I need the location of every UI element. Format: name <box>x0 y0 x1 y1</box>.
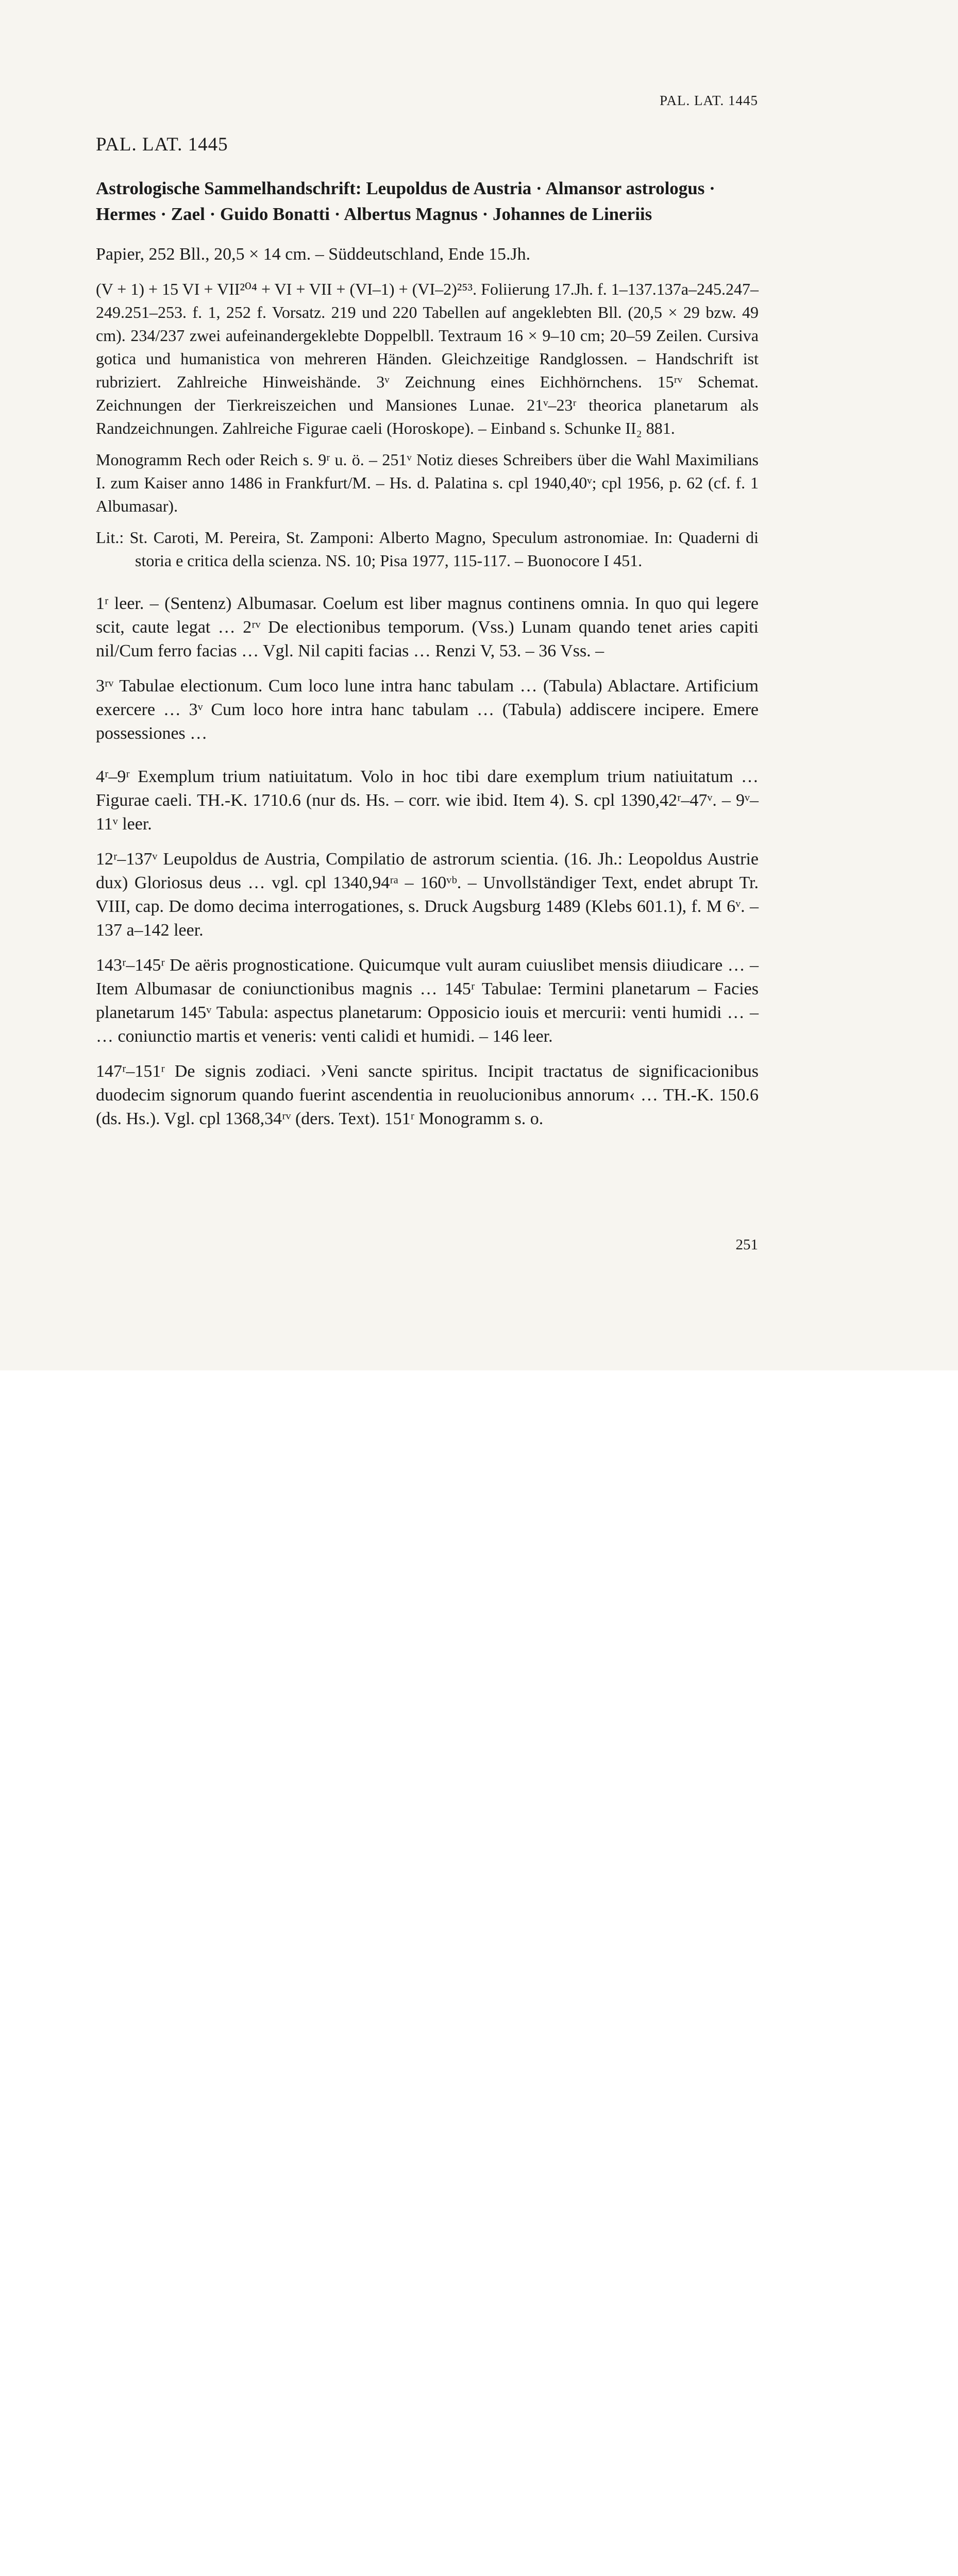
heading-line: Astrologische Sammelhandschrift: Leupoldus de Austria · Almansor astrologus · <box>96 178 715 198</box>
physical-description: Papier, 252 Bll., 20,5 × 14 cm. – Süddeutschland, Ende 15.Jh. <box>96 245 531 264</box>
codicology-paragraph: (V + 1) + 15 VI + VII²⁰⁴ + VI + VII + (VI–1) + (VI–2)²⁵³. Foliierung 17.Jh. f. 1–137.137a–245.247–249.251–253. f. 1, 252 f. Vorsatz. 219 und 220 Tabellen auf angeklebten Bll. (20,5 × 29 bzw. 49 cm). 234/237 zwei aufeinandergeklebte Doppelbll. Textraum 16 × 9–10 cm; 20–59 Zeilen. Cursiva gotica und humanistica von mehreren Händen. Gleichzeitige Randglossen. – Handschrift ist rubriziert. Zahlreiche Hinweishände. 3ᵛ Zeichnung eines Eichhörnchens. 15ʳᵛ Schemat. Zeichnungen der Tierkreiszeichen und Mansiones Lunae. 21ᵛ–23ʳ theorica planetarum als Randzeichnungen. Zahlreiche Figurae caeli (Horoskope). – Einband s. Schunke II₂ 881. <box>96 280 759 437</box>
heading-line: Hermes · Zael · Guido Bonatti · Albertus Magnus · Johannes de Lineriis <box>96 204 652 224</box>
footer-bar <box>0 1370 958 1447</box>
page-number: 251 <box>735 1236 758 1253</box>
entry-heading <box>96 176 759 227</box>
content-item-3: 4ʳ–9ʳ Exemplum trium natiuitatum. Volo in hoc tibi dare exemplum trium natiuitatum … Figurae caeli. TH.-K. 1710.6 (nur ds. Hs. – corr. wie ibid. Item 4). S. cpl 1390,42ʳ–47ᵛ. – 9ᵛ–11ᵛ leer. <box>96 767 759 834</box>
content-item-1: 1ʳ leer. – (Sentenz) Albumasar. Coelum est liber magnus continens omnia. In quo qui legere scit, caute legat … 2ʳᵛ De electionibus temporum. (Vss.) Lunam quando tenet aries capiti nil/Cum ferro facias … Vgl. Nil capiti facias … Renzi V, 53. – 36 Vss. – <box>96 594 759 660</box>
provenance-paragraph: Monogramm Rech oder Reich s. 9ʳ u. ö. – 251ᵛ Notiz dieses Schreibers über die Wahl Maximilians I. zum Kaiser anno 1486 in Frankfurt/M. – Hs. d. Palatina s. cpl 1940,40ᵛ; cpl 1956, p. 62 (cf. f. 1 Albumasar). <box>96 450 759 515</box>
running-head: PAL. LAT. 1445 <box>659 93 758 108</box>
content-item-6: 147ʳ–151ʳ De signis zodiaci. ›Veni sancte spiritus. Incipit tractatus de significacionibus duodecim signorum quando fuerint ascendentia in reuolucionibus annorum‹ … TH.-K. 150.6 (ds. Hs.). Vgl. cpl 1368,34ʳᵛ (ders. Text). 151ʳ Monogramm s. o. <box>96 1062 759 1128</box>
literature-paragraph: Lit.: St. Caroti, M. Pereira, St. Zamponi: Alberto Magno, Speculum astronomiae. In: Quaderni di storia e critica della scienza. NS. 10; Pisa 1977, 115-117. – Buonocore I 451. <box>96 528 759 570</box>
entry-title: PAL. LAT. 1445 <box>96 134 228 155</box>
catalogue-entry <box>96 133 759 1142</box>
content-item-5: 143ʳ–145ʳ De aëris prognosticatione. Quicumque vult auram cuiuslibet mensis diiudicare … – Item Albumasar de coniunctionibus magnis … 145ʳ Tabulae: Termini planetarum – Facies planetarum 145ᵛ Tabula: aspectus planetarum: Opposicio iouis et mercurii: venti humidi … – … coniunctio martis et veneris: venti calidi et humidi. – 146 leer. <box>96 956 759 1046</box>
content-item-4: 12ʳ–137ᵛ Leupoldus de Austria, Compilatio de astrorum scientia. (16. Jh.: Leopoldus Austrie dux) Gloriosus deus … vgl. cpl 1340,94ʳᵃ – 160ᵛᵇ. – Unvollständiger Text, endet abrupt Tr. VIII, cap. De domo decima interrogationes, s. Druck Augsburg 1489 (Klebs 601.1), f. M 6ᵛ. – 137 a–142 leer. <box>96 850 759 940</box>
content-item-2: 3ʳᵛ Tabulae electionum. Cum loco lune intra hanc tabulam … (Tabula) Ablactare. Artificium exercere … 3ᵛ Cum loco hore intra hanc tabulam … (Tabula) addiscere incipere. Emere possessiones … <box>96 676 759 743</box>
